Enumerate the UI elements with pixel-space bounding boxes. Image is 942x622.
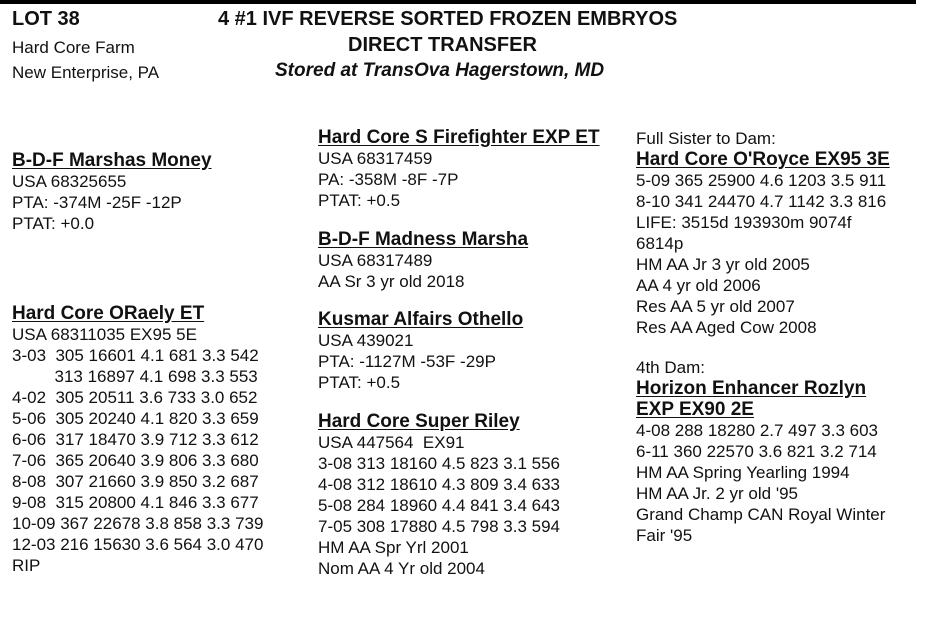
sire-of-dam-block: [318, 309, 523, 393]
dam-record: 12-03 216 15630 3.6 564 3.0 470: [12, 535, 264, 554]
full-sister-name: Hard Core O'Royce EX95 3E: [636, 149, 890, 170]
dam-record: 6-06 317 18470 3.9 712 3.3 612: [12, 430, 259, 449]
pedigree-name: Hard Core S Firefighter EXP ET: [318, 127, 600, 148]
dam-line: RIP: [12, 556, 41, 575]
pedigree-name: Kusmar Alfairs Othello: [318, 309, 524, 330]
fourth-dam-label: 4th Dam:: [636, 358, 705, 377]
lot-number: LOT 38: [12, 8, 80, 30]
pedigree-line: USA 68317459: [318, 149, 433, 168]
sire-name: B-D-F Marshas Money: [12, 150, 212, 171]
fourth-dam-line: Fair '95: [636, 526, 693, 545]
pedigree-line: USA 68317489: [318, 251, 433, 270]
sire-line: USA 68325655: [12, 172, 127, 191]
dam-line: USA 68311035 EX95 5E: [12, 325, 197, 344]
dam-record: 7-06 365 20640 3.9 806 3.3 680: [12, 451, 259, 470]
full-sister-line: AA 4 yr old 2006: [636, 276, 761, 295]
dam-record: 313 16897 4.1 698 3.3 553: [12, 367, 258, 386]
pedigree-line: PA: -358M -8F -7P: [318, 170, 459, 189]
page-title: 4 #1 IVF REVERSE SORTED FROZEN EMBRYOS: [218, 8, 678, 30]
sire-line: PTA: -374M -25F -12P: [12, 193, 182, 212]
pedigree-name: Hard Core Super Riley: [318, 411, 520, 432]
pedigree-line: Nom AA 4 Yr old 2004: [318, 559, 485, 578]
dam-record: 8-08 307 21660 3.9 850 3.2 687: [12, 472, 259, 491]
dam-record: 5-06 305 20240 4.1 820 3.3 659: [12, 409, 259, 428]
pedigree-record: 4-08 312 18610 4.3 809 3.4 633: [318, 475, 560, 494]
storage-location: Stored at TransOva Hagerstown, MD: [275, 60, 605, 81]
fourth-dam-record: 6-11 360 22570 3.6 821 3.2 714: [636, 442, 877, 461]
dam-name: Hard Core ORaely ET: [12, 303, 205, 324]
fourth-dam-name: Horizon Enhancer Rozlyn: [636, 378, 867, 399]
pedigree-record: 5-08 284 18960 4.4 841 3.4 643: [318, 496, 560, 515]
full-sister-line: LIFE: 3515d 193930m 9074f: [636, 213, 852, 232]
dam-of-dam-block: [318, 411, 560, 579]
dam-of-sire-block: [318, 229, 528, 292]
pedigree-record: 7-05 308 17880 4.5 798 3.3 594: [318, 517, 560, 536]
pedigree-line: PTAT: +0.5: [318, 373, 401, 392]
pedigree-line: AA Sr 3 yr old 2018: [318, 272, 465, 291]
dam-record: 3-03 305 16601 4.1 681 3.3 542: [12, 346, 259, 365]
fourth-dam-line: HM AA Jr. 2 yr old '95: [636, 484, 798, 503]
pedigree-line: PTA: -1127M -53F -29P: [318, 352, 496, 371]
page-subtitle: DIRECT TRANSFER: [348, 34, 537, 56]
fourth-dam-line: HM AA Spring Yearling 1994: [636, 463, 850, 482]
fourth-dam-record: 4-08 288 18280 2.7 497 3.3 603: [636, 421, 878, 440]
dam-block: [12, 303, 263, 576]
sire-line: PTAT: +0.0: [12, 214, 95, 233]
fourth-dam-line: Grand Champ CAN Royal Winter: [636, 505, 886, 524]
sire-block: [12, 150, 212, 234]
full-sister-line: 6814p: [636, 234, 684, 253]
sire-of-sire-block: [318, 127, 600, 211]
pedigree-line: PTAT: +0.5: [318, 191, 401, 210]
pedigree-record: 3-08 313 18160 4.5 823 3.1 556: [318, 454, 560, 473]
top-rule: [0, 0, 916, 4]
dam-record: 4-02 305 20511 3.6 733 3.0 652: [12, 388, 258, 407]
pedigree-line: USA 447564 EX91: [318, 433, 465, 452]
pedigree-line: USA 439021: [318, 331, 414, 350]
full-sister-block: [636, 128, 890, 338]
dam-record: 9-08 315 20800 4.1 846 3.3 677: [12, 493, 259, 512]
full-sister-line: Res AA 5 yr old 2007: [636, 297, 795, 316]
full-sister-line: Res AA Aged Cow 2008: [636, 318, 817, 337]
pedigree-line: HM AA Spr Yrl 2001: [318, 538, 469, 557]
dam-record: 10-09 367 22678 3.8 858 3.3 739: [12, 514, 264, 533]
fourth-dam-classification: EXP EX90 2E: [636, 399, 754, 420]
full-sister-record: 8-10 341 24470 4.7 1142 3.3 816: [636, 192, 887, 211]
full-sister-line: HM AA Jr 3 yr old 2005: [636, 255, 810, 274]
fourth-dam-block: [636, 357, 885, 546]
full-sister-label: Full Sister to Dam:: [636, 129, 776, 148]
farm-name: Hard Core Farm: [12, 38, 135, 57]
pedigree-name: B-D-F Madness Marsha: [318, 229, 529, 250]
farm-location: New Enterprise, PA: [12, 63, 160, 82]
full-sister-record: 5-09 365 25900 4.6 1203 3.5 911: [636, 171, 887, 190]
